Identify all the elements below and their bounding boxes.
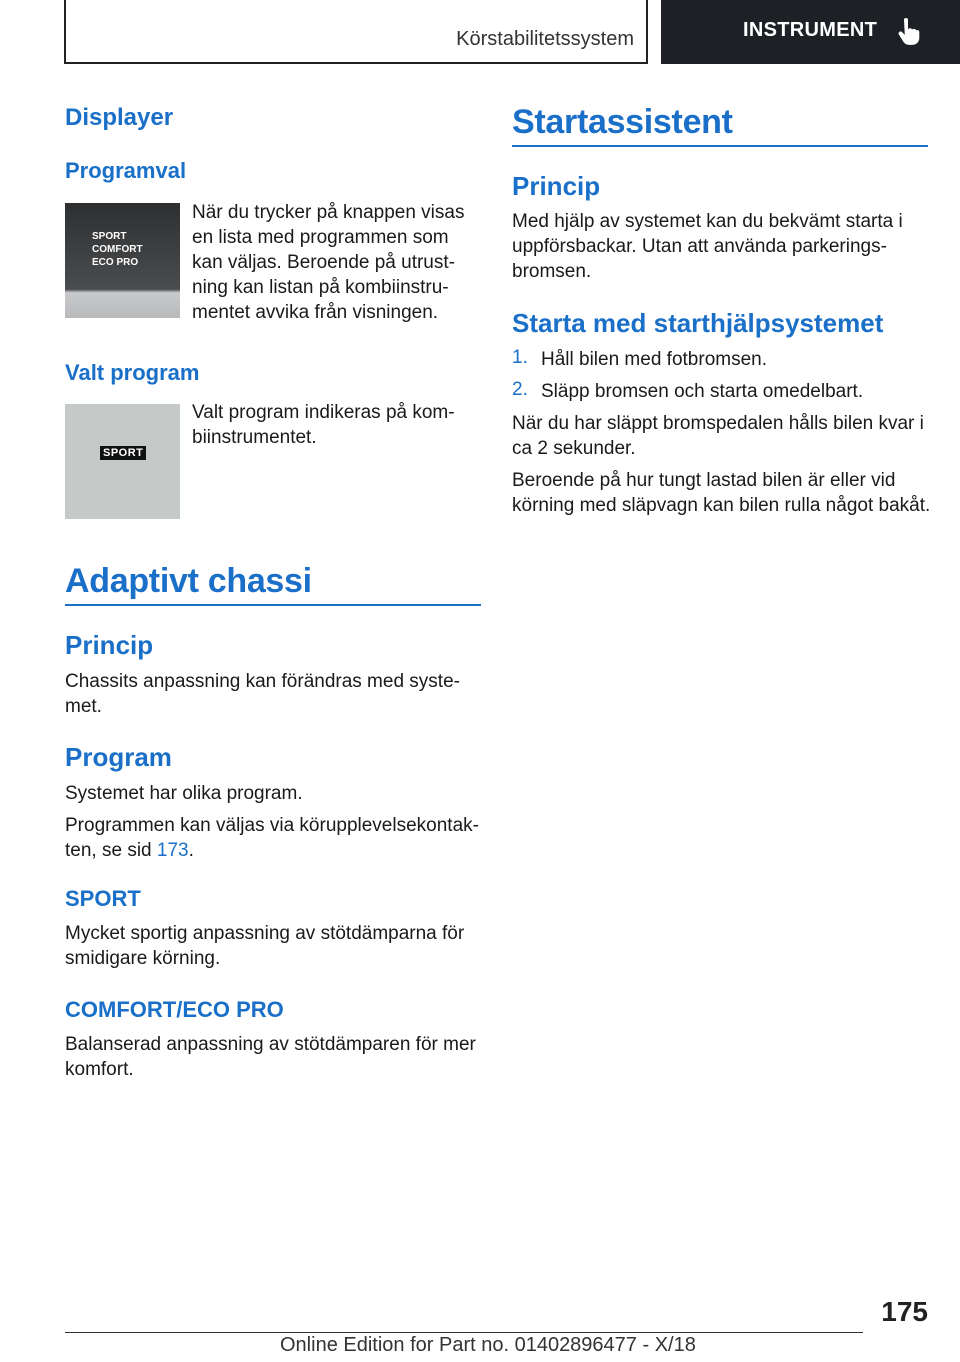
program-line-2: Programmen kan väljas via körupplevelsekontak-	[65, 815, 479, 836]
program-line-3	[65, 838, 194, 863]
release-line-2: ca 2 sekunder.	[512, 438, 636, 459]
princip-right-line-2: uppförsbackar. Utan att använda parkerings-	[512, 236, 887, 257]
startassistent-heading-rule	[512, 145, 928, 147]
princip-left-line-1: Chassits anpassning kan förändras med syste-	[65, 671, 460, 692]
adaptivt-heading-rule	[65, 604, 481, 606]
header-chapter-tab[interactable]	[661, 0, 960, 64]
programval-line-2: en lista med programmen som	[192, 227, 449, 248]
adaptivt-chassi-heading: Adaptivt chassi	[65, 562, 312, 600]
page-number: 175	[881, 1296, 928, 1327]
programval-line-5: mentet avvika från visningen.	[192, 302, 439, 323]
release-line-1: När du har släppt bromspedalen hålls bilen kvar i	[512, 413, 924, 434]
program-heading: Program	[65, 742, 172, 772]
comfort-line-2: komfort.	[65, 1059, 134, 1080]
header-section-title: Körstabilitetssystem	[456, 28, 634, 50]
sport-line-1: Mycket sportig anpassning av stötdämparna för	[65, 923, 465, 944]
program-line-3-text: ten, se sid	[65, 840, 157, 861]
step-1-number: 1.	[512, 347, 528, 368]
comfort-eco-heading: COMFORT/ECO PRO	[65, 997, 284, 1022]
display-ecopro-label: ECO PRO	[92, 257, 139, 268]
starta-heading: Starta med starthjälpsystemet	[512, 308, 884, 338]
step-2-number: 2.	[512, 379, 528, 400]
valt-line-1: Valt program indikeras på kom-	[192, 402, 455, 423]
pointing-hand-icon	[897, 18, 921, 46]
display-sport-badge: SPORT	[100, 446, 146, 460]
program-list-display-image	[65, 203, 180, 318]
step-1-text: Håll bilen med fotbromsen.	[541, 349, 767, 370]
valt-program-heading: Valt program	[65, 360, 200, 385]
programval-line-1: När du trycker på knappen visas	[192, 202, 465, 223]
footer-rule	[65, 1332, 863, 1333]
load-line-2: körning med släpvagn kan bilen rulla något bakåt.	[512, 495, 931, 516]
program-line-3-end: .	[188, 840, 194, 861]
princip-heading-right: Princip	[512, 171, 601, 201]
programval-line-4: ning kan listan på kombiinstru-	[192, 277, 449, 298]
startassistent-heading: Startassistent	[512, 103, 733, 141]
step-2-text: Släpp bromsen och starta omedelbart.	[541, 381, 864, 402]
valt-line-2: biinstrumentet.	[192, 427, 317, 448]
page-173-link[interactable]: 173	[156, 840, 189, 861]
programval-heading: Programval	[65, 158, 187, 183]
header-section-frame	[64, 0, 648, 64]
sport-heading: SPORT	[65, 886, 141, 911]
comfort-line-1: Balanserad anpassning av stötdämparen för mer	[65, 1034, 476, 1055]
programval-line-3: kan väljas. Beroende på utrust-	[192, 252, 455, 273]
princip-right-line-3: bromsen.	[512, 261, 592, 282]
program-line-1: Systemet har olika program.	[65, 783, 303, 804]
princip-right-line-1: Med hjälp av systemet kan du bekvämt starta i	[512, 211, 903, 232]
sport-line-2: smidigare körning.	[65, 948, 221, 969]
display-sport-label: SPORT	[92, 231, 127, 242]
princip-heading-left: Princip	[65, 630, 154, 660]
load-line-1: Beroende på hur tungt lastad bilen är eller vid	[512, 470, 896, 491]
selected-program-display-image	[65, 404, 180, 519]
displayer-heading: Displayer	[65, 104, 174, 131]
display-comfort-label: COMFORT	[92, 244, 143, 255]
princip-left-line-2: met.	[65, 696, 102, 717]
header-chapter-label: INSTRUMENT	[743, 18, 878, 41]
edition-label: Online Edition for Part no. 01402896477 - X/18	[280, 1334, 696, 1356]
